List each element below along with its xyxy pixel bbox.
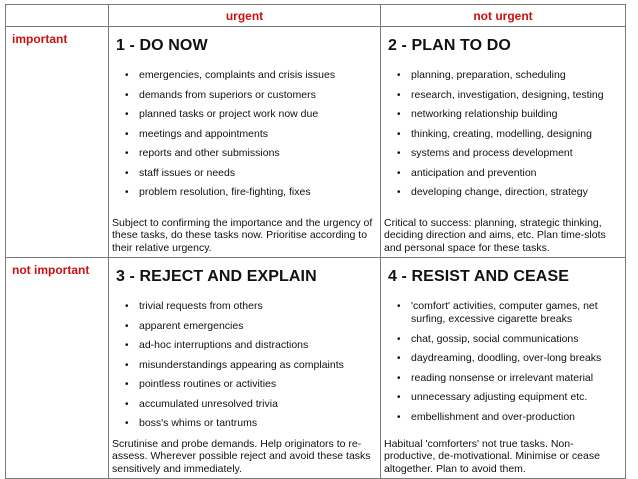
bullet-icon: • — [397, 89, 401, 101]
bullet-icon: • — [397, 167, 401, 179]
quadrant-plan-to-do — [381, 27, 626, 258]
list-item — [125, 339, 376, 352]
bullet-icon: • — [125, 70, 129, 81]
quadrant-list — [109, 300, 380, 430]
list-item — [397, 128, 621, 141]
list-item — [125, 89, 376, 102]
bullet-icon: • — [125, 148, 129, 159]
bullet-icon: • — [125, 398, 129, 410]
bullet-icon: • — [125, 340, 129, 351]
list-item — [397, 372, 621, 385]
quadrant-title: 3 - REJECT AND EXPLAIN — [116, 268, 317, 285]
list-item-text: research, investigation, designing, testing — [411, 88, 604, 101]
list-item-text: staff issues or needs — [139, 166, 236, 179]
list-item — [397, 333, 621, 346]
list-item-text: accumulated unresolved trivia — [139, 397, 278, 410]
header-row — [6, 5, 626, 27]
bullet-icon: • — [397, 372, 401, 384]
list-item — [397, 69, 621, 82]
list-item-text: misunderstandings appearing as complaints — [139, 358, 344, 371]
quadrant-do-now — [109, 27, 381, 258]
list-item-text: reading nonsense or irrelevant material — [411, 371, 594, 384]
bullet-icon: • — [397, 187, 401, 198]
priority-matrix-table — [5, 4, 626, 479]
list-item-text: daydreaming, doodling, over-long breaks — [411, 352, 602, 364]
not-important-row — [6, 258, 626, 479]
quadrant-resist-and-cease — [381, 258, 626, 479]
quadrant-title: 1 - DO NOW — [116, 37, 208, 54]
list-item-text: meetings and appointments — [139, 127, 268, 140]
bullet-icon: • — [397, 109, 401, 120]
bullet-icon: • — [125, 109, 129, 120]
list-item-text: systems and process development — [411, 147, 573, 159]
list-item — [125, 186, 376, 199]
list-item-text: anticipation and prevention — [411, 166, 537, 179]
bullet-icon: • — [125, 89, 129, 101]
list-item-text: planned tasks or project work now due — [139, 108, 319, 120]
list-item-text: unnecessary adjusting equipment etc. — [411, 391, 588, 403]
bullet-icon: • — [397, 148, 401, 159]
list-item — [397, 167, 621, 180]
list-item-text: problem resolution, fire-fighting, fixes — [139, 186, 311, 198]
list-item — [125, 359, 376, 372]
quadrant-list — [381, 300, 625, 424]
bullet-icon: • — [397, 70, 401, 81]
quadrant-title: 2 - PLAN TO DO — [388, 37, 511, 54]
list-item — [125, 167, 376, 180]
list-item — [397, 391, 621, 404]
list-item-text: emergencies, complaints and crisis issues — [139, 69, 336, 81]
bullet-icon: • — [125, 301, 129, 312]
bullet-icon: • — [125, 187, 129, 198]
bullet-icon: • — [125, 359, 129, 371]
list-item — [125, 398, 376, 411]
list-item — [397, 147, 621, 160]
list-item — [125, 128, 376, 141]
list-item — [397, 186, 621, 199]
list-item — [397, 352, 621, 365]
row-label-not-important: not important — [6, 258, 109, 479]
list-item — [397, 411, 621, 424]
list-item — [397, 89, 621, 102]
list-item — [125, 69, 376, 82]
bullet-icon: • — [397, 301, 401, 312]
list-item-text: chat, gossip, social communications — [411, 332, 579, 345]
list-item-text: pointless routines or activities — [139, 378, 277, 390]
bullet-icon: • — [125, 167, 129, 179]
column-header-not-urgent: not urgent — [381, 5, 626, 27]
quadrant-note: Critical to success: planning, strategic thinking, deciding direction and aims, etc. Plan time-slots and personal space for these tasks. — [384, 216, 606, 254]
row-label-important: important — [6, 27, 109, 258]
list-item-text: embellishment and over-production — [411, 410, 576, 423]
list-item-text: 'comfort' activities, computer games, net surfing, excessive cigarette breaks — [411, 300, 598, 325]
list-item — [125, 108, 376, 121]
bullet-icon: • — [397, 333, 401, 345]
list-item — [125, 378, 376, 391]
list-item — [125, 417, 376, 430]
quadrant-reject-and-explain — [109, 258, 381, 479]
bullet-icon: • — [125, 418, 129, 429]
quadrant-note: Scrutinise and probe demands. Help originators to re-assess. Wherever possible reject and avoid these tasks sensitively and immediately. — [112, 437, 371, 475]
list-item-text: thinking, creating, modelling, designing — [411, 127, 592, 140]
list-item-text: ad-hoc interruptions and distractions — [139, 339, 309, 351]
list-item — [397, 108, 621, 121]
column-header-urgent: urgent — [109, 5, 381, 27]
list-item-text: trivial requests from others — [139, 300, 263, 312]
quadrant-list — [109, 69, 380, 199]
list-item-text: apparent emergencies — [139, 319, 244, 332]
list-item-text: planning, preparation, scheduling — [411, 69, 566, 81]
quadrant-title: 4 - RESIST AND CEASE — [388, 268, 569, 285]
important-row — [6, 27, 626, 258]
bullet-icon: • — [397, 353, 401, 364]
list-item — [125, 320, 376, 333]
corner-cell — [6, 5, 109, 27]
list-item-text: boss's whims or tantrums — [139, 417, 258, 429]
bullet-icon: • — [125, 379, 129, 390]
bullet-icon: • — [397, 392, 401, 403]
quadrant-list — [381, 69, 625, 199]
quadrant-note: Subject to confirming the importance and the urgency of these tasks, do these tasks now. Prioritise according to their relative urgency. — [112, 216, 373, 254]
list-item-text: networking relationship building — [411, 108, 558, 120]
list-item — [397, 300, 621, 326]
quadrant-note: Habitual 'comforters' not true tasks. Non-productive, de-motivational. Minimise or cease altogether. Plan to avoid them. — [384, 437, 600, 475]
list-item-text: reports and other submissions — [139, 147, 280, 159]
bullet-icon: • — [397, 411, 401, 423]
list-item — [125, 147, 376, 160]
bullet-icon: • — [125, 320, 129, 332]
bullet-icon: • — [397, 128, 401, 140]
list-item-text: demands from superiors or customers — [139, 88, 316, 101]
bullet-icon: • — [125, 128, 129, 140]
list-item-text: developing change, direction, strategy — [411, 186, 588, 198]
list-item — [125, 300, 376, 313]
